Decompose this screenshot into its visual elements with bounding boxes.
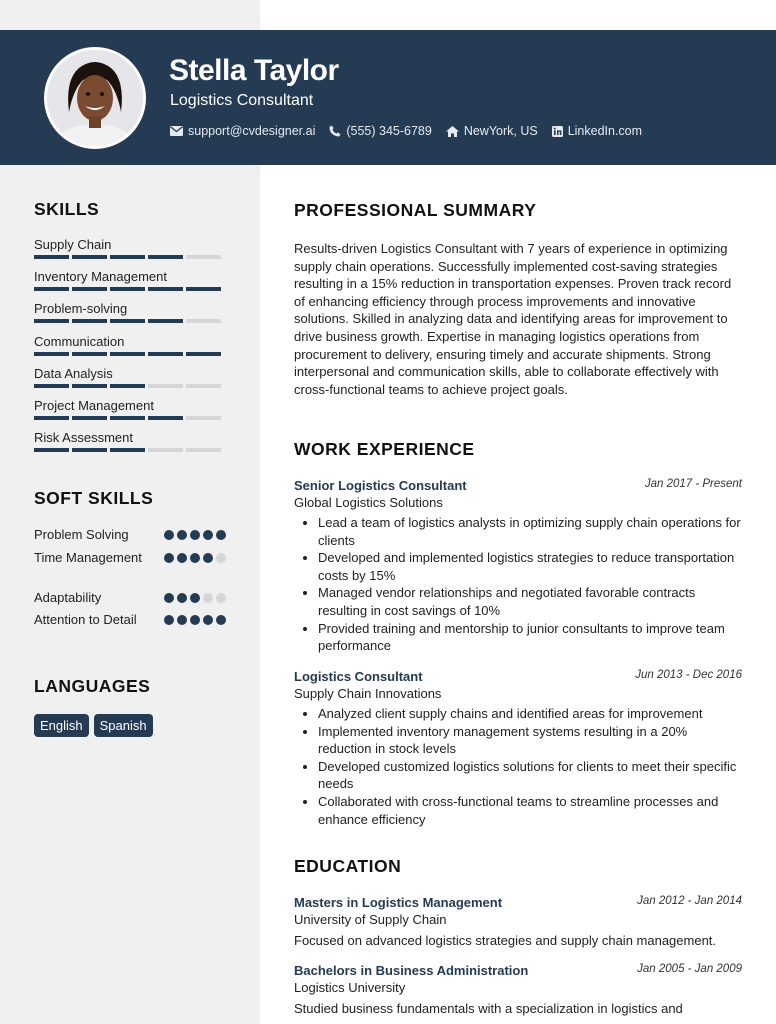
job-entry xyxy=(294,669,742,828)
skill-level-bar xyxy=(34,352,226,356)
education-description: Studied business fundamentals with a specialization in logistics and xyxy=(294,1001,683,1016)
skill-level-segment xyxy=(110,319,145,323)
languages-heading: LANGUAGES xyxy=(34,676,151,696)
summary-text: Results-driven Logistics Consultant with 7 years of experience in optimizing supply chain operations. Successfully implemented cost-saving strategies resulting in a 15% reduction in transportation expenses. Proven track record of enhancing efficiency through process improvements and innovative solutions. Skilled in analyzing data and identifying areas for improvement to drive business growth. Expertise in managing logistics operations from procurement to delivery, ensuring timely and accurate shipments. Strong interpersonal and communication skills, able to collaborate effectively with cross-functional teams to achieve project goals. xyxy=(294,241,732,397)
summary-section xyxy=(294,200,742,398)
skill-level-segment xyxy=(34,416,69,420)
skill-level-segment xyxy=(148,384,183,388)
skill-level-segment xyxy=(110,384,145,388)
skill-item xyxy=(34,398,226,430)
job-company: Global Logistics Solutions xyxy=(294,495,443,510)
skill-level-segment xyxy=(34,352,69,356)
soft-skill-item xyxy=(34,526,226,543)
education-school: University of Supply Chain xyxy=(294,912,447,927)
rating-dot xyxy=(177,593,187,603)
skill-level-segment xyxy=(34,448,69,452)
job-bullet: Lead a team of logistics analysts in optimizing supply chain operations for clients xyxy=(294,514,742,549)
skill-level-segment xyxy=(148,448,183,452)
skill-name: Inventory Management xyxy=(34,269,167,285)
skill-level-segment xyxy=(110,416,145,420)
experience-heading: WORK EXPERIENCE xyxy=(294,439,475,459)
skill-name: Risk Assessment xyxy=(34,430,133,446)
rating-dot xyxy=(177,553,187,563)
soft-skills-heading: SOFT SKILLS xyxy=(34,488,154,508)
candidate-title: Logistics Consultant xyxy=(170,92,314,109)
skill-level-segment xyxy=(186,416,221,420)
skill-level-segment xyxy=(72,255,107,259)
skill-level-segment xyxy=(34,319,69,323)
contact-linkedin-text: LinkedIn.com xyxy=(567,124,643,138)
education-section xyxy=(294,856,742,877)
skill-level-segment xyxy=(186,384,221,388)
skill-level-segment xyxy=(34,255,69,259)
soft-skill-rating xyxy=(164,530,226,543)
rating-dot xyxy=(190,593,200,603)
language-badge: English xyxy=(34,714,89,737)
rating-dot xyxy=(190,615,200,625)
education-entry xyxy=(294,963,742,1018)
skill-level-segment xyxy=(148,255,183,259)
skill-level-segment xyxy=(72,384,107,388)
soft-skill-item xyxy=(34,589,226,606)
soft-skill-name: Problem Solving xyxy=(34,527,129,542)
soft-skill-rating xyxy=(164,615,226,628)
rating-dot xyxy=(164,593,174,603)
skill-level-segment xyxy=(110,352,145,356)
contact-email-text: support@cvdesigner.ai xyxy=(188,124,316,138)
job-role: Senior Logistics Consultant xyxy=(294,478,467,493)
skill-item xyxy=(34,269,226,301)
job-dates: Jun 2013 - Dec 2016 xyxy=(635,669,742,681)
rating-dot xyxy=(216,553,226,563)
skill-level-segment xyxy=(72,416,107,420)
job-role: Logistics Consultant xyxy=(294,669,423,684)
rating-dot xyxy=(203,530,213,540)
rating-dot xyxy=(203,593,213,603)
profile-photo xyxy=(47,50,143,146)
skill-level-segment xyxy=(34,287,69,291)
skill-level-bar xyxy=(34,448,226,452)
soft-skill-item xyxy=(34,611,226,628)
candidate-name: Stella Taylor xyxy=(169,54,339,87)
skill-level-bar xyxy=(34,319,226,323)
education-dates: Jan 2012 - Jan 2014 xyxy=(637,895,742,907)
skill-name: Communication xyxy=(34,333,125,349)
skill-item xyxy=(34,334,226,366)
skill-level-segment xyxy=(186,352,221,356)
skill-level-bar xyxy=(34,255,226,259)
skill-level-segment xyxy=(186,448,221,452)
languages-list xyxy=(34,714,153,737)
job-bullets xyxy=(294,705,742,828)
rating-dot xyxy=(216,615,226,625)
skill-name: Supply Chain xyxy=(34,237,112,252)
language-badge: Spanish xyxy=(94,714,153,737)
soft-skill-name: Attention to Detail xyxy=(34,612,137,627)
rating-dot xyxy=(164,615,174,625)
skills-heading: SKILLS xyxy=(34,199,100,219)
contact-location xyxy=(446,124,538,138)
job-bullet: Collaborated with cross-functional teams to streamline processes and enhance efficiency xyxy=(294,793,742,828)
soft-skill-name: Time Management xyxy=(34,550,142,565)
skill-level-segment xyxy=(110,287,145,291)
skill-name: Project Management xyxy=(34,397,154,413)
skill-level-segment xyxy=(148,416,183,420)
contact-phone-text: (555) 345-6789 xyxy=(346,124,432,138)
job-bullet: Analyzed client supply chains and identified areas for improvement xyxy=(294,705,742,723)
resume-header xyxy=(0,30,776,165)
job-bullet: Provided training and mentorship to junior consultants to improve team performance xyxy=(294,620,742,655)
skill-level-segment xyxy=(72,448,107,452)
summary-heading: PROFESSIONAL SUMMARY xyxy=(294,200,537,220)
rating-dot xyxy=(177,615,187,625)
contact-location-text: NewYork, US xyxy=(463,124,538,138)
job-dates: Jan 2017 - Present xyxy=(644,478,742,490)
contact-list xyxy=(170,124,642,138)
education-degree: Bachelors in Business Administration xyxy=(294,963,529,978)
rating-dot xyxy=(177,530,187,540)
phone-icon xyxy=(329,125,341,137)
job-bullet: Developed customized logistics solutions for clients to meet their specific needs xyxy=(294,758,742,793)
job-company: Supply Chain Innovations xyxy=(294,686,442,701)
envelope-icon xyxy=(170,126,183,136)
skill-level-segment xyxy=(110,448,145,452)
soft-skill-item xyxy=(34,549,226,566)
soft-skill-rating xyxy=(164,553,226,566)
soft-skill-name: Adaptability xyxy=(34,590,102,605)
soft-skill-rating xyxy=(164,593,226,606)
skills-section xyxy=(34,199,226,462)
rating-dot xyxy=(203,615,213,625)
skill-level-segment xyxy=(72,287,107,291)
education-dates: Jan 2005 - Jan 2009 xyxy=(637,963,742,975)
rating-dot xyxy=(164,530,174,540)
skill-level-segment xyxy=(34,384,69,388)
skill-level-segment xyxy=(72,352,107,356)
education-description: Focused on advanced logistics strategies and supply chain management. xyxy=(294,933,717,948)
skill-name: Data Analysis xyxy=(34,365,113,381)
skill-level-bar xyxy=(34,416,226,420)
job-bullets xyxy=(294,514,742,655)
skill-level-segment xyxy=(148,287,183,291)
rating-dot xyxy=(203,553,213,563)
skill-level-segment xyxy=(148,319,183,323)
skill-level-segment xyxy=(186,255,221,259)
contact-linkedin[interactable] xyxy=(552,124,642,138)
education-entry xyxy=(294,895,742,950)
skill-level-segment xyxy=(72,319,107,323)
skill-item xyxy=(34,237,226,269)
skill-item xyxy=(34,366,226,398)
skill-level-segment xyxy=(186,287,221,291)
job-bullet: Managed vendor relationships and negotiated favorable contracts resulting in cost savings of 10% xyxy=(294,584,742,619)
rating-dot xyxy=(190,553,200,563)
skill-level-bar xyxy=(34,287,226,291)
experience-section xyxy=(294,439,742,460)
rating-dot xyxy=(216,530,226,540)
skills-list xyxy=(34,237,226,462)
job-bullet: Developed and implemented logistics strategies to reduce transportation costs by 15% xyxy=(294,549,742,584)
skill-level-segment xyxy=(186,319,221,323)
education-school: Logistics University xyxy=(294,980,406,995)
education-heading: EDUCATION xyxy=(294,856,402,876)
skill-level-segment xyxy=(110,255,145,259)
avatar xyxy=(44,47,146,149)
education-degree: Masters in Logistics Management xyxy=(294,895,503,910)
job-bullet: Implemented inventory management systems resulting in a 20% reduction in stock levels xyxy=(294,723,742,758)
contact-phone[interactable] xyxy=(329,124,431,138)
skill-level-segment xyxy=(148,352,183,356)
rating-dot xyxy=(164,553,174,563)
rating-dot xyxy=(216,593,226,603)
home-icon xyxy=(446,126,459,137)
skill-item xyxy=(34,301,226,333)
linkedin-icon xyxy=(552,126,563,137)
skill-name: Problem-solving xyxy=(34,301,128,317)
job-entry xyxy=(294,478,742,655)
skill-level-bar xyxy=(34,384,226,388)
skill-item xyxy=(34,430,226,462)
rating-dot xyxy=(190,530,200,540)
contact-email[interactable] xyxy=(170,124,315,138)
